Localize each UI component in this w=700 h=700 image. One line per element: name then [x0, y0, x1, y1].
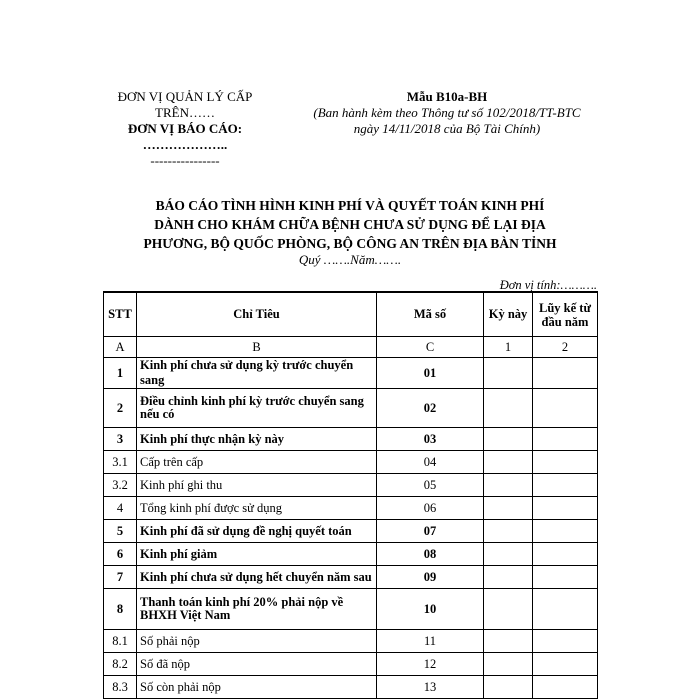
row-indicator: Kinh phí ghi thu	[137, 474, 377, 497]
row-code: 12	[377, 653, 484, 676]
row-stt: 3.2	[104, 474, 137, 497]
header-code: Mã số	[377, 292, 484, 337]
row-code: 05	[377, 474, 484, 497]
row-indicator: Kinh phí chưa sử dụng kỳ trước chuyển sang	[137, 358, 377, 389]
table-row	[104, 566, 598, 589]
table-row	[104, 389, 598, 428]
row-cumulative-cell[interactable]	[533, 653, 598, 676]
report-period: Quý …….Năm…….	[298, 252, 402, 267]
row-indicator: Số đã nộp	[137, 653, 377, 676]
row-cumulative-cell[interactable]	[533, 389, 598, 428]
row-stt: 4	[104, 497, 137, 520]
row-indicator: Kinh phí thực nhận kỳ này	[137, 428, 377, 451]
row-this-period-cell[interactable]	[484, 358, 533, 389]
row-indicator: Số còn phải nộp	[137, 676, 377, 699]
row-stt: 2	[104, 389, 137, 428]
form-info-block	[292, 89, 602, 137]
report-title-line3: PHƯƠNG, BỘ QUỐC PHÒNG, BỘ CÔNG AN TRÊN ĐỊA BÀN TỈNH	[143, 236, 557, 251]
table-row	[104, 543, 598, 566]
row-cumulative-cell[interactable]	[533, 676, 598, 699]
letter-cumulative: 2	[533, 337, 598, 358]
row-code: 11	[377, 630, 484, 653]
report-table	[103, 291, 598, 699]
row-this-period-cell[interactable]	[484, 520, 533, 543]
row-indicator: Kinh phí giảm	[137, 543, 377, 566]
row-stt: 8	[104, 589, 137, 630]
row-code: 09	[377, 566, 484, 589]
row-this-period-cell[interactable]	[484, 497, 533, 520]
letter-this-period: 1	[484, 337, 533, 358]
row-stt: 8.2	[104, 653, 137, 676]
superior-unit-value: TRÊN……	[155, 105, 215, 120]
row-indicator: Số phải nộp	[137, 630, 377, 653]
row-cumulative-cell[interactable]	[533, 630, 598, 653]
row-code: 10	[377, 589, 484, 630]
row-stt: 3	[104, 428, 137, 451]
table-row	[104, 676, 598, 699]
header-indicator: Chỉ Tiêu	[137, 292, 377, 337]
table-row	[104, 653, 598, 676]
reporting-unit-label: ĐƠN VỊ BÁO CÁO:	[127, 121, 243, 136]
table-row	[104, 497, 598, 520]
regulation-note-line2: ngày 14/11/2018 của Bộ Tài Chính)	[353, 121, 541, 136]
header-this-period: Kỳ này	[484, 292, 533, 337]
row-indicator: Tổng kinh phí được sử dụng	[137, 497, 377, 520]
row-cumulative-cell[interactable]	[533, 589, 598, 630]
row-stt: 7	[104, 566, 137, 589]
table-row	[104, 589, 598, 630]
table-row	[104, 451, 598, 474]
row-cumulative-cell[interactable]	[533, 358, 598, 389]
row-code: 13	[377, 676, 484, 699]
table-header-row	[104, 292, 598, 337]
row-this-period-cell[interactable]	[484, 543, 533, 566]
row-code: 04	[377, 451, 484, 474]
row-code: 06	[377, 497, 484, 520]
report-title-line1: BÁO CÁO TÌNH HÌNH KINH PHÍ VÀ QUYẾT TOÁN KINH PHÍ	[155, 198, 545, 213]
row-code: 08	[377, 543, 484, 566]
unit-of-measure: Đơn vị tính:……….	[499, 278, 597, 292]
superior-unit-label: ĐƠN VỊ QUẢN LÝ CẤP	[117, 89, 253, 104]
row-this-period-cell[interactable]	[484, 428, 533, 451]
row-code: 01	[377, 358, 484, 389]
letter-indicator: B	[137, 337, 377, 358]
row-indicator: Kinh phí chưa sử dụng hết chuyển năm sau	[137, 566, 377, 589]
row-cumulative-cell[interactable]	[533, 543, 598, 566]
letter-stt: A	[104, 337, 137, 358]
table-row	[104, 428, 598, 451]
letter-code: C	[377, 337, 484, 358]
row-stt: 8.1	[104, 630, 137, 653]
table-row	[104, 474, 598, 497]
row-this-period-cell[interactable]	[484, 589, 533, 630]
header-divider: ----------------	[150, 153, 220, 168]
row-stt: 6	[104, 543, 137, 566]
report-title	[110, 196, 590, 253]
header-cumulative: Lũy kế từ đầu năm	[533, 292, 598, 337]
row-cumulative-cell[interactable]	[533, 474, 598, 497]
column-letter-row	[104, 337, 598, 358]
row-this-period-cell[interactable]	[484, 451, 533, 474]
row-this-period-cell[interactable]	[484, 653, 533, 676]
row-indicator: Điều chỉnh kinh phí kỳ trước chuyển sang nếu có	[137, 389, 377, 428]
row-indicator: Kinh phí đã sử dụng đề nghị quyết toán	[137, 520, 377, 543]
row-code: 02	[377, 389, 484, 428]
row-cumulative-cell[interactable]	[533, 451, 598, 474]
regulation-note-line1: (Ban hành kèm theo Thông tư số 102/2018/TT-BTC	[313, 105, 581, 120]
reporting-unit-value: ………………..	[142, 137, 228, 152]
row-stt: 3.1	[104, 451, 137, 474]
row-cumulative-cell[interactable]	[533, 520, 598, 543]
table-row	[104, 520, 598, 543]
row-this-period-cell[interactable]	[484, 630, 533, 653]
row-stt: 1	[104, 358, 137, 389]
row-cumulative-cell[interactable]	[533, 497, 598, 520]
row-code: 07	[377, 520, 484, 543]
row-code: 03	[377, 428, 484, 451]
row-cumulative-cell[interactable]	[533, 566, 598, 589]
row-this-period-cell[interactable]	[484, 474, 533, 497]
row-stt: 8.3	[104, 676, 137, 699]
table-row	[104, 358, 598, 389]
table-row	[104, 630, 598, 653]
row-cumulative-cell[interactable]	[533, 428, 598, 451]
row-this-period-cell[interactable]	[484, 676, 533, 699]
row-indicator: Thanh toán kinh phí 20% phải nộp về BHXH Việt Nam	[137, 589, 377, 630]
header-stt: STT	[104, 292, 137, 337]
row-this-period-cell[interactable]	[484, 389, 533, 428]
row-this-period-cell[interactable]	[484, 566, 533, 589]
reporting-unit-block	[95, 89, 275, 169]
form-code: Mẫu B10a-BH	[406, 89, 488, 104]
row-stt: 5	[104, 520, 137, 543]
row-indicator: Cấp trên cấp	[137, 451, 377, 474]
report-title-line2: DÀNH CHO KHÁM CHỮA BỆNH CHƯA SỬ DỤNG ĐỂ LẠI ĐỊA	[154, 217, 546, 232]
